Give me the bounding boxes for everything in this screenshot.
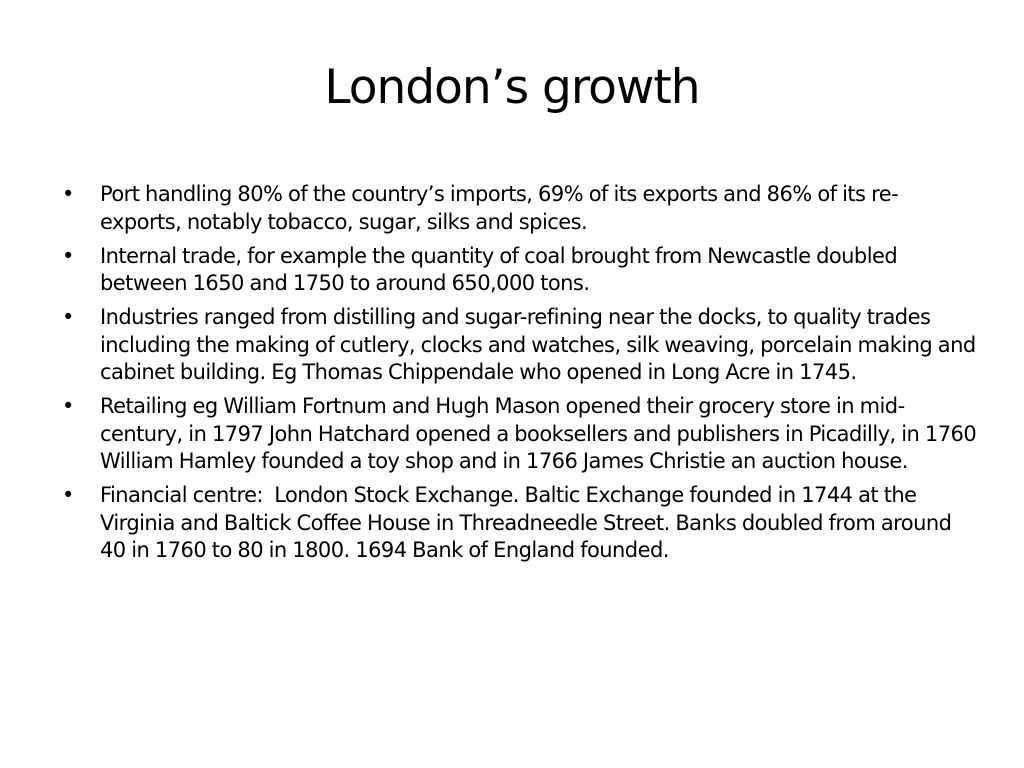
bullet-text: Financial centre: London Stock Exchange. Baltic Exchange founded in 1744 at the Virginia and Baltick Coffee House in Threadneedle Street. Banks doubled from around 40 in 1760 to 80 in 1800. 1694 Bank of England founded. (100, 483, 958, 562)
bullet-item (62, 304, 982, 387)
slide-title: London’s growth (324, 60, 700, 115)
bullet-text: Industries ranged from distilling and sugar-refining near the docks, to quality trades including the making of cutlery, clocks and watches, silk weaving, porcelain making and cabinet building. Eg Thomas Chippendale who opened in Long Acre in 1745. (100, 305, 982, 384)
bullet-icon: • (62, 305, 74, 329)
bullet-icon: • (62, 182, 74, 206)
bullet-text: Retailing eg William Fortnum and Hugh Mason opened their grocery store in mid-century, in 1797 John Hatchard opened a booksellers and publishers in Picadilly, in 1760 William Hamley founded a toy shop and in 1766 James Christie an auction house. (100, 394, 982, 473)
bullet-icon: • (62, 243, 74, 268)
bullet-icon: • (62, 483, 74, 507)
bullet-icon: • (62, 394, 74, 418)
bullet-text: Port handling 80% of the country’s imports, 69% of its exports and 86% of its re-exports, notably tobacco, sugar, silks and spices. (100, 182, 899, 234)
bullet-text: Internal trade, for example the quantity of coal brought from Newcastle doubled between 1650 and 1750 to around 650,000 tons. (100, 243, 903, 295)
bullet-item (62, 482, 977, 565)
bullet-item (62, 243, 977, 298)
bullet-item (62, 393, 982, 476)
bullet-list (62, 181, 982, 571)
bullet-item (62, 181, 977, 236)
